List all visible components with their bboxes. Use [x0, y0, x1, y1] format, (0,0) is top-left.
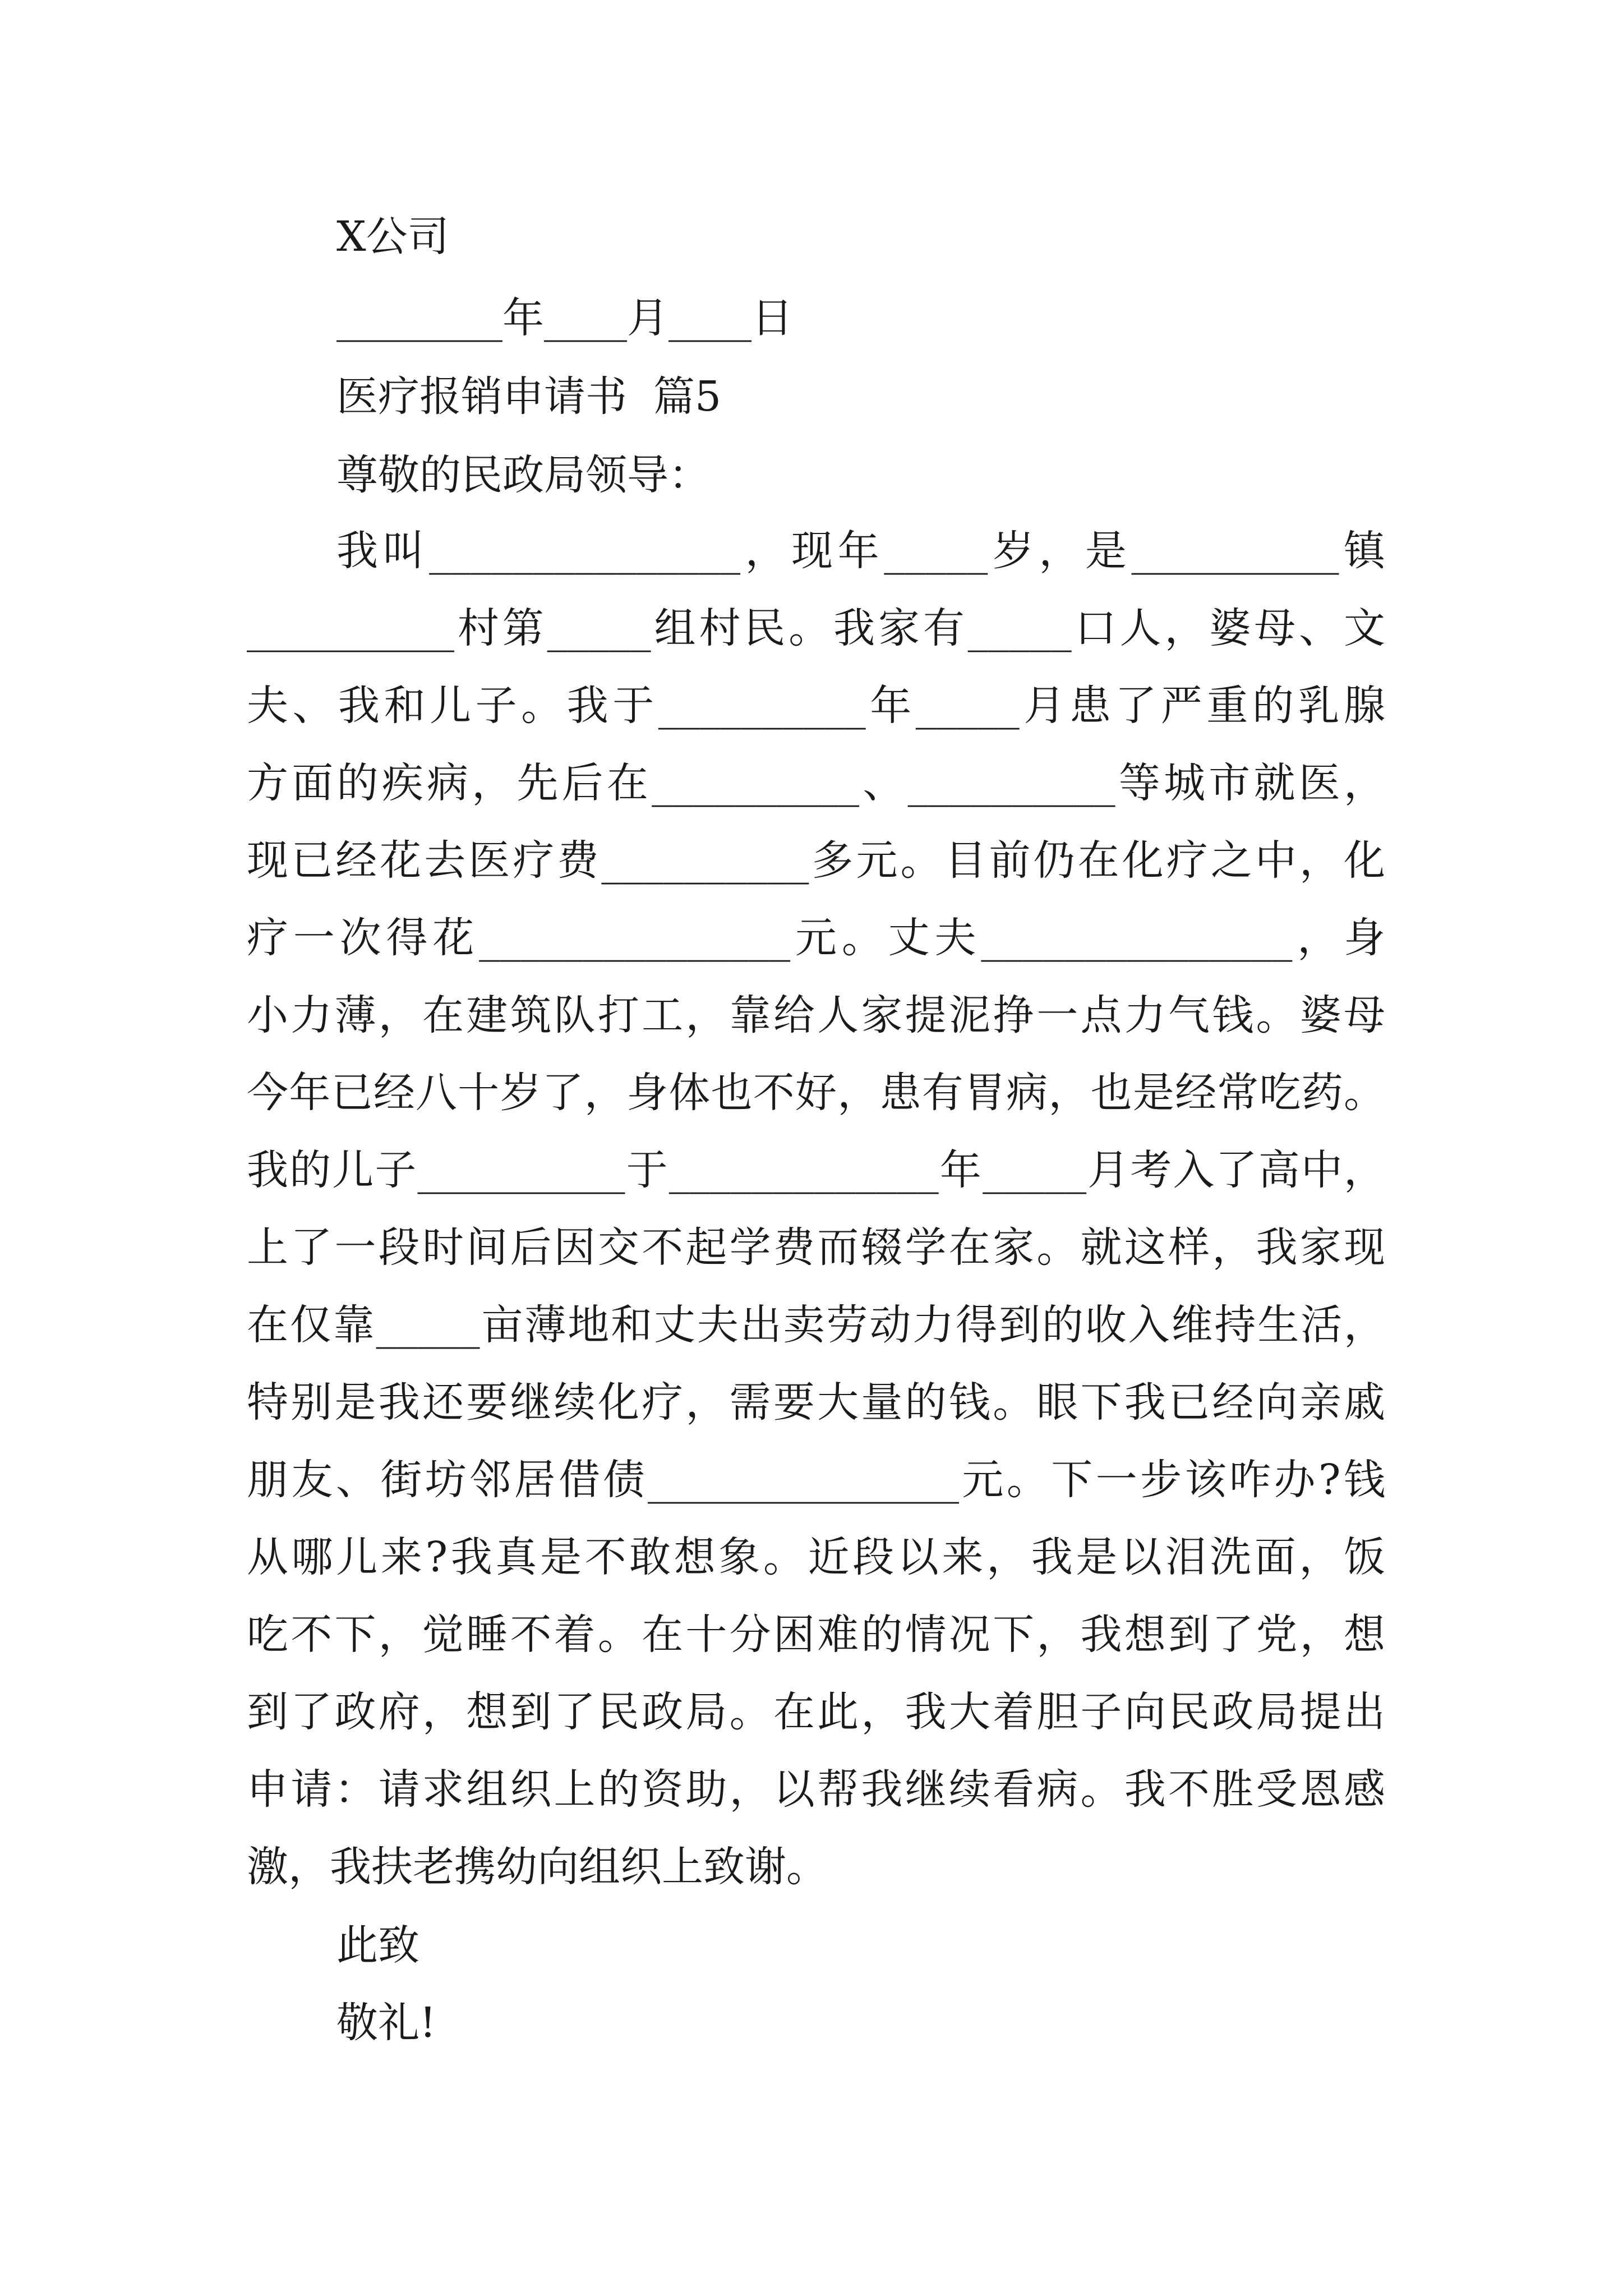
body-line: 在仅靠_____亩薄地和丈夫出卖劳动力得到的收入维持生活， — [247, 1301, 1385, 1349]
body-line: 小力薄，在建筑队打工，靠给人家提泥挣一点力气钱。婆母 — [247, 991, 1385, 1039]
body-line: 到了政府，想到了民政局。在此，我大着胆子向民政局提出 — [247, 1688, 1385, 1736]
closing-salute: 敬礼! — [336, 1999, 436, 2047]
body-line: 今年已经八十岁了，身体也不好，患有胃病，也是经常吃药。 — [247, 1069, 1385, 1117]
body-line: 吃不下，觉睡不着。在十分困难的情况下，我想到了党，想 — [247, 1611, 1385, 1659]
salutation: 尊敬的民政局领导： — [336, 451, 710, 499]
body-line: 我的儿子__________于_____________年_____月考入了高中， — [247, 1146, 1385, 1194]
body-line: 申请：请求组织上的资助，以帮我继续看病。我不胜受恩感 — [247, 1765, 1385, 1814]
body-line: 我叫_______________，现年_____岁，是__________镇 — [336, 527, 1385, 575]
body-line: 特别是我还要继续化疗，需要大量的钱。眼下我已经向亲戚 — [247, 1378, 1385, 1427]
body-line: 疗一次得花_______________元。丈夫_______________，身 — [247, 914, 1385, 962]
company-name: X公司 — [336, 213, 449, 261]
body-line-last: 激，我扶老携幼向组织上致谢。 — [247, 1843, 828, 1891]
section-title: 医疗报销申请书 篇5 — [336, 372, 722, 421]
body-line: 上了一段时间后因交不起学费而辍学在家。就这样，我家现 — [247, 1223, 1385, 1272]
body-line: 夫、我和儿子。我于__________年_____月患了严重的乳腺 — [247, 682, 1385, 730]
body-line: 从哪儿来?我真是不敢想象。近段以来，我是以泪洗面，饭 — [247, 1533, 1385, 1581]
body-line: 朋友、街坊邻居借债_______________元。下一步该咋办?钱 — [247, 1456, 1385, 1504]
date-line: ________年____月____日 — [336, 294, 793, 342]
body-line: __________村第_____组村民。我家有_____口人，婆母、文 — [247, 604, 1385, 652]
closing-regards: 此致 — [336, 1921, 419, 1970]
body-line: 方面的疾病，先后在__________、__________等城市就医， — [247, 759, 1385, 807]
body-line: 现已经花去医疗费__________多元。目前仍在化疗之中，化 — [247, 836, 1385, 885]
